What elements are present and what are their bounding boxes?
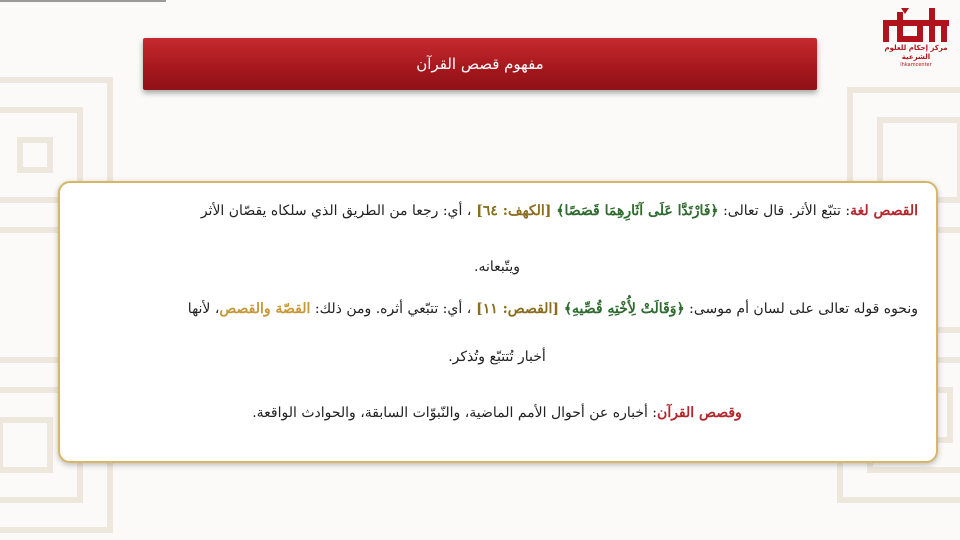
para3-text: أخباره عن أحوال الأمم الماضية، والنّبوّات السابقة، والحوادث الواقعة. [252,405,648,421]
content-text [76,181,918,463]
page-title: مفهوم قصص القرآن [416,55,544,73]
term-qissa-qasas: القصّة والقصص [219,301,311,317]
ref-kahf: [الكهف: ٦٤] [471,203,557,219]
para2-line1 [76,301,918,317]
verse-kahf: ﴿فَارْتَدَّا عَلَى آثَارِهِمَا قَصَصًا﴾ [556,203,719,219]
para2-line2: أخبار تُتتبّع وتُذكر. [448,349,546,365]
para1-text-a: تتبّع الأثر. قال تعالى: [718,203,841,219]
para3-colon: : [647,405,658,421]
para1-text-b: ، أي: رجعا من الطريق الذي سلكاه يقصّان الأثر [200,203,472,219]
title-bar [143,38,817,90]
top-rule [0,0,166,2]
logo-mark-icon [881,6,951,44]
logo-subtitle: مركز إحكام للعلوم الشرعية [884,44,948,61]
term-qasas-quran: وقصص القرآن [657,405,742,421]
verse-qasas: ﴿وَقَالَتْ لِأُخْتِهِ قُصِّيهِ﴾ [563,301,685,317]
logo-small-text: ihkamcenter [900,62,932,68]
para1-line2: ويتّبعانه. [474,259,520,275]
para2-text-b: ، أي: تتبّعي أثره. ومن ذلك: [310,301,472,317]
para1-colon: : [840,203,851,219]
ref-qasas: [القصص: ١١] [471,301,564,317]
para2-text-c: ، لأنها [187,301,220,317]
para2-text-a: ونحوه قوله تعالى على لسان أم موسى: [684,301,918,317]
para3-line [76,405,918,421]
para1-line1 [76,203,918,219]
content-region [58,181,938,463]
logo [880,6,952,66]
term-qasas-lugha: القصص لغة [850,203,918,219]
